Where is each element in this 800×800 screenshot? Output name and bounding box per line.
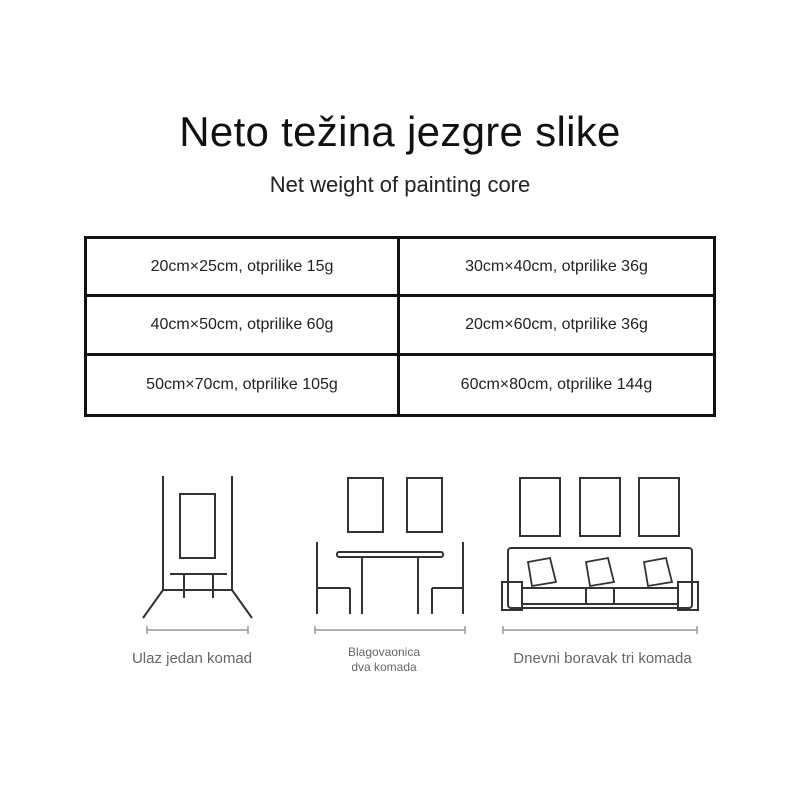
weight-cell: 50cm×70cm, otprilike 105g <box>87 356 400 414</box>
weight-cell: 30cm×40cm, otprilike 36g <box>400 239 713 297</box>
dining-caption-line2: dva komada <box>351 660 417 674</box>
living-caption: Dnevni boravak tri komada <box>513 650 692 667</box>
living-room-illustration-icon <box>500 470 700 640</box>
entrance-caption: Ulaz jedan komad <box>131 650 253 667</box>
page-title: Neto težina jezgre slike <box>179 108 621 155</box>
dining-caption <box>320 645 448 675</box>
weight-table <box>84 236 716 417</box>
dining-caption-line1: Blagovaonica <box>347 645 421 659</box>
weight-cell: 60cm×80cm, otprilike 144g <box>460 375 653 393</box>
dining-room-illustration-icon <box>310 470 470 640</box>
weight-cell: 40cm×50cm, otprilike 60g <box>87 297 400 355</box>
weight-cell: 20cm×25cm, otprilike 15g <box>87 239 400 297</box>
page-subtitle: Net weight of painting core <box>269 172 531 197</box>
entrance-illustration-icon <box>135 470 260 640</box>
weight-cell: 20cm×60cm, otprilike 36g <box>400 297 713 355</box>
